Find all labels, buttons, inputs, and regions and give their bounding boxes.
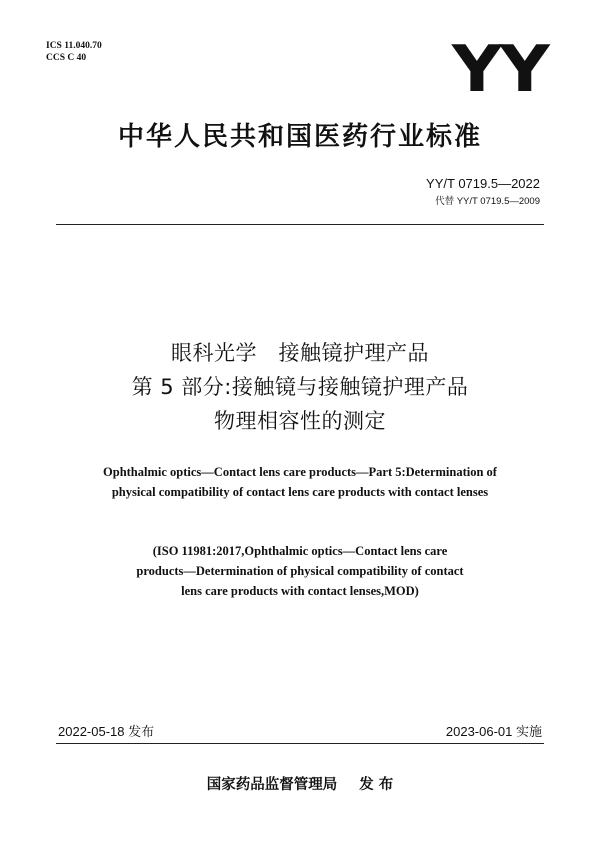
implementation-date: 2023-06-01 实施 [445,724,542,739]
issuer-title: 中华人民共和国医药行业标准 [117,122,482,152]
chinese-title-line-3: 物理相容性的测定 [214,409,386,433]
english-title-line-1: Ophthalmic optics—Contact lens care products—Part 5:Determination of [103,465,497,479]
publisher-action: 发 布 [359,777,394,793]
iso-reference-line-3: lens care products with contact lenses,MOD) [181,584,419,598]
top-divider [56,224,544,225]
standard-number: YY/T 0719.5—2022 [426,176,540,191]
iso-reference-line-2: products—Determination of physical compatibility of contact [136,564,464,578]
publisher-name: 国家药品监督管理局 [206,777,338,793]
ics-code: ICS 11.040.70 [46,41,102,51]
bottom-divider [56,743,544,744]
english-title-line-2: physical compatibility of contact lens care products with contact lenses [111,485,489,499]
chinese-title [0,336,600,438]
issue-date: 2022-05-18 发布 [58,724,155,739]
classification-codes [46,40,102,64]
standard-logo: YY [452,33,548,107]
publisher [0,775,600,795]
chinese-title-line-1: 眼科光学 接触镜护理产品 [171,341,429,365]
ccs-code: CCS C 40 [46,53,87,63]
iso-reference [0,541,600,601]
english-title [0,462,600,502]
chinese-title-line-2: 第 5 部分:接触镜与接触镜护理产品 [131,375,469,399]
standard-replaces: 代替 YY/T 0719.5—2009 [435,196,540,207]
iso-reference-line-1: (ISO 11981:2017,Ophthalmic optics—Contact lens care [152,544,448,558]
